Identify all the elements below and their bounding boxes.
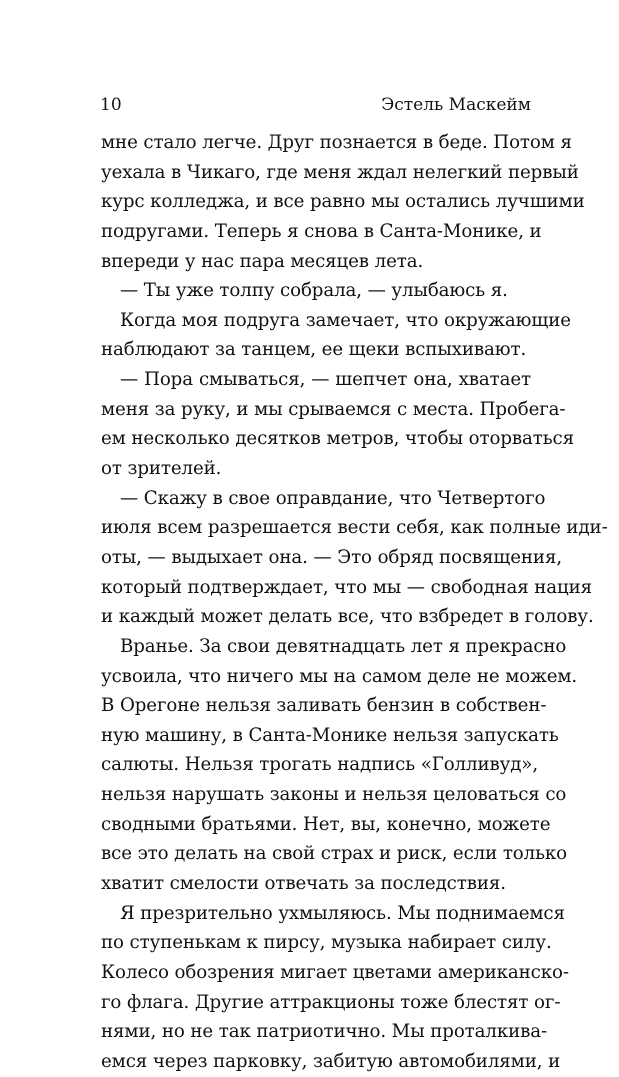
text-line: салюты. Нельзя трогать надпись «Голливуд», [101,754,539,776]
text-line: наблюдают за танцем, ее щеки вспыхивают. [101,339,527,361]
text-line: — Пора смываться, — шепчет она, хватает [120,369,531,391]
text-line: курс колледжа, и все равно мы остались лучшими [101,191,585,213]
text-line: ем несколько десятков метров, чтобы оторваться [101,428,574,450]
text-line: Вранье. За свои девятнадцать лет я прекрасно [120,635,567,657]
text-line: хватит смелости отвечать за последствия. [101,873,506,895]
text-line: Когда моя подруга замечает, что окружающие [120,309,571,331]
text-line: го флага. Другие аттракционы тоже блестят ог- [101,991,561,1013]
page-header [100,93,531,117]
text-line: нями, но не так патриотично. Мы проталкива- [101,1021,548,1043]
text-line: от зрителей. [101,458,222,480]
page-number: 10 [100,95,122,115]
text-line: нельзя нарушать законы и нельзя целоваться со [101,784,567,806]
text-line: сводными братьями. Нет, вы, конечно, можете [101,813,551,835]
text-line: ную машину, в Санта-Монике нельзя запускать [101,724,559,746]
text-line: июля всем разрешается вести себя, как полные иди- [101,517,608,539]
running-title: Эстель Маскейм [381,95,531,115]
text-line: Я презрительно ухмыляюсь. Мы поднимаемся [120,902,565,924]
text-line: и каждый может делать все, что взбредет в голову. [101,606,594,628]
text-line: уехала в Чикаго, где меня ждал нелегкий первый [101,161,579,183]
text-line: мне стало легче. Друг познается в беде. Потом я [101,132,572,153]
text-line: все это делать на свой страх и риск, если только [101,843,568,865]
body-text [101,128,608,1077]
text-line: впереди у нас пара месяцев лета. [101,250,424,272]
text-line: подругами. Теперь я снова в Санта-Монике, и [101,220,542,242]
text-line: который подтверждает, что мы — свободная нация [101,576,593,598]
text-line: емся через парковку, забитую автомобилями, и [101,1050,561,1072]
text-line: по ступенькам к пирсу, музыка набирает силу. [101,932,552,954]
text-line: В Орегоне нельзя заливать бензин в собствен- [101,695,547,717]
text-line: — Ты уже толпу собрала, — улыбаюсь я. [120,280,508,302]
text-line: меня за руку, и мы срываемся с места. Пробега- [101,398,566,420]
text-line: Колесо обозрения мигает цветами американско- [101,961,569,983]
text-line: оты, — выдыхает она. — Это обряд посвящения, [101,546,563,568]
text-line: — Скажу в свое оправдание, что Четвертого [120,487,546,509]
text-line: усвоила, что ничего мы на самом деле не можем. [101,665,578,687]
